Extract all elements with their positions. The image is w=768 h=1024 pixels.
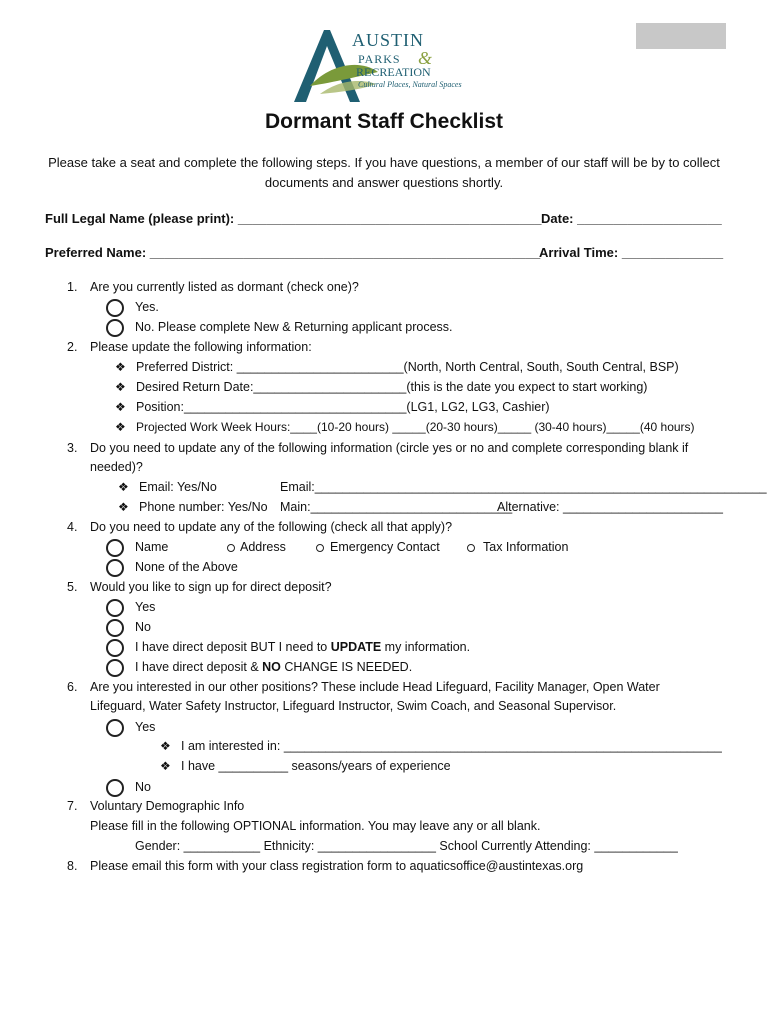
item-number-7: 7.	[67, 799, 78, 813]
q5-no-label: No	[135, 620, 151, 634]
question-5: Would you like to sign up for direct deposit?	[90, 580, 332, 594]
q4-none-label: None of the Above	[135, 560, 238, 574]
question-1: Are you currently listed as dormant (check one)?	[90, 280, 359, 294]
q4-none-checkbox[interactable]	[106, 559, 124, 577]
item-number-2: 2.	[67, 340, 78, 354]
alternative-phone-field[interactable]: Alternative: _______________________	[497, 500, 723, 514]
q4-tax-label: Tax Information	[483, 540, 569, 554]
question-2: Please update the following information:	[90, 340, 312, 354]
email-update-label[interactable]: Email: Yes/No	[139, 480, 217, 494]
logo-tagline: Cultural Places, Natural Spaces	[358, 80, 462, 89]
diamond-bullet-icon: ❖	[118, 480, 129, 494]
q4-emergency-checkbox[interactable]	[316, 544, 324, 552]
item-number-8: 8.	[67, 859, 78, 873]
q6-yes-radio[interactable]	[106, 719, 124, 737]
demographic-fields[interactable]: Gender: ___________ Ethnicity: _________________ School Currently Attending: ____________	[135, 839, 678, 853]
intro-line-2: documents and answer questions shortly.	[264, 175, 504, 190]
main-phone-field[interactable]: Main:_____________________________	[280, 500, 513, 514]
intro-line-1: Please take a seat and complete the following steps. If you have questions, a member of our staff will be by to collect	[48, 155, 720, 170]
item-number-5: 5.	[67, 580, 78, 594]
austin-parks-logo	[290, 24, 475, 106]
q4-address-label: Address	[240, 540, 286, 554]
q4-name-label: Name	[135, 540, 169, 554]
gray-placeholder-box	[636, 23, 726, 49]
q6-yes-label: Yes	[135, 720, 156, 734]
question-4: Do you need to update any of the following (check all that apply)?	[90, 520, 453, 534]
item-number-4: 4.	[67, 520, 78, 534]
q5-nochange-label: I have direct deposit & NO CHANGE IS NEEDED.	[135, 660, 413, 674]
return-date-field[interactable]: Desired Return Date:______________________(this is the date you expect to start working)	[136, 380, 648, 394]
diamond-bullet-icon: ❖	[115, 400, 126, 414]
email-field[interactable]: Email:_________________________________________________________________	[280, 480, 767, 494]
q5-update-label: I have direct deposit BUT I need to UPDATE my information.	[135, 640, 471, 654]
legal-name-field[interactable]: Full Legal Name (please print): __________________________________________	[45, 211, 542, 226]
logo-parks: PARKS	[358, 52, 401, 66]
arrival-time-field[interactable]: Arrival Time: ______________	[539, 245, 724, 260]
phone-update-label[interactable]: Phone number: Yes/No	[139, 500, 268, 514]
intro-text	[40, 153, 728, 193]
position-field[interactable]: Position:________________________________(LG1, LG2, LG3, Cashier)	[136, 400, 550, 414]
question-6-line-1: Are you interested in our other positions? These include Head Lifeguard, Facility Manager, Open Water	[90, 680, 660, 694]
q5-yes-label: Yes	[135, 600, 156, 614]
preferred-name-field[interactable]: Preferred Name: ______________________________________________________	[45, 245, 541, 260]
work-hours-field[interactable]: Projected Work Week Hours:____(10-20 hours) _____(20-30 hours)_____ (30-40 hours)_____(40 hours)	[136, 420, 695, 434]
item-number-6: 6.	[67, 680, 78, 694]
page-title: Dormant Staff Checklist	[264, 110, 504, 133]
q5-no-radio[interactable]	[106, 619, 124, 637]
diamond-bullet-icon: ❖	[160, 739, 171, 753]
q6-no-radio[interactable]	[106, 779, 124, 797]
q4-address-checkbox[interactable]	[227, 544, 235, 552]
logo-ampersand: &	[418, 48, 434, 68]
q1-yes-label: Yes.	[135, 300, 159, 314]
question-8: Please email this form with your class registration form to aquaticsoffice@austintexas.org	[90, 859, 584, 873]
question-7-instructions: Please fill in the following OPTIONAL information. You may leave any or all blank.	[90, 819, 541, 833]
diamond-bullet-icon: ❖	[115, 360, 126, 374]
diamond-bullet-icon: ❖	[115, 380, 126, 394]
interested-in-field[interactable]: I am interested in: _______________________________________________________________	[181, 739, 722, 753]
q1-yes-radio[interactable]	[106, 299, 124, 317]
diamond-bullet-icon: ❖	[115, 420, 126, 434]
q6-no-label: No	[135, 780, 151, 794]
q5-update-radio[interactable]	[106, 639, 124, 657]
date-field[interactable]: Date: ____________________	[541, 211, 722, 226]
logo-austin: AUSTIN	[352, 30, 424, 50]
q4-tax-checkbox[interactable]	[467, 544, 475, 552]
diamond-bullet-icon: ❖	[118, 500, 129, 514]
experience-field[interactable]: I have __________ seasons/years of experience	[181, 759, 451, 773]
preferred-district-field[interactable]: Preferred District: ________________________(North, North Central, South, South Central, BSP)	[136, 360, 679, 374]
question-3-line-1: Do you need to update any of the following information (circle yes or no and complete corresponding blank if	[90, 441, 689, 455]
question-3-line-2: needed)?	[90, 460, 143, 474]
logo-recreation: RECREATION	[356, 65, 431, 79]
q1-no-radio[interactable]	[106, 319, 124, 337]
item-number-3: 3.	[67, 441, 78, 455]
question-6-line-2: Lifeguard, Water Safety Instructor, Lifeguard Instructor, Swim Coach, and Seasonal Supervisor.	[90, 699, 617, 713]
q4-name-checkbox[interactable]	[106, 539, 124, 557]
item-number-1: 1.	[67, 280, 78, 294]
q4-emergency-label: Emergency Contact	[330, 540, 440, 554]
q5-nochange-radio[interactable]	[106, 659, 124, 677]
diamond-bullet-icon: ❖	[160, 759, 171, 773]
q1-no-label: No. Please complete New & Returning applicant process.	[135, 320, 453, 334]
q5-yes-radio[interactable]	[106, 599, 124, 617]
question-7: Voluntary Demographic Info	[90, 799, 245, 813]
